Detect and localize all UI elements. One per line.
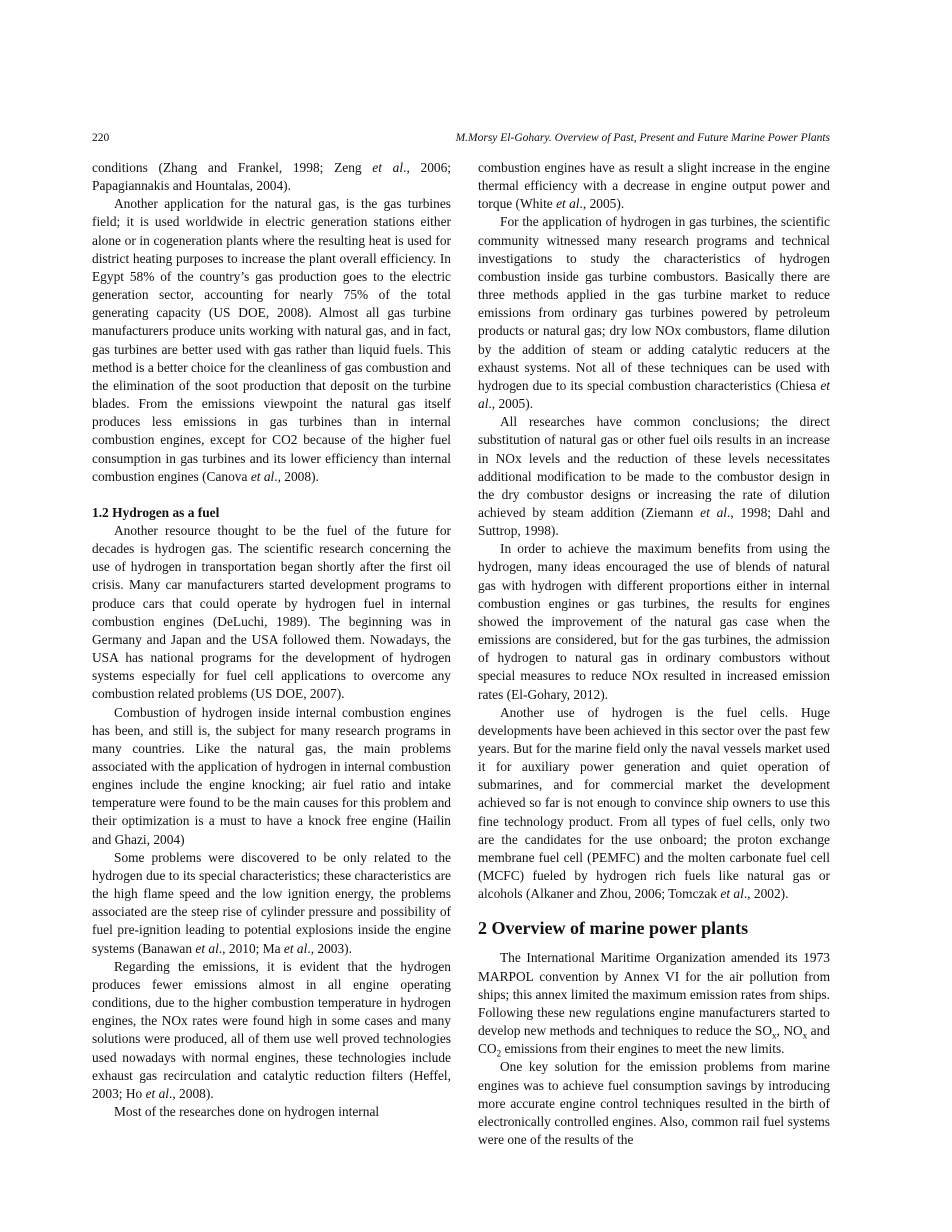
italic-text: et al [556, 196, 580, 212]
text-run: Another use of hydrogen is the fuel cells. Huge developments have been achieved in this sector over the past few years. But for the marine field only the naval vessels market used it for auxiliary power generation and quiet operation of submarines, and for commercial market the development achieved so far is not enough to convince ship owners to use this fine technology product. From all types of fuel cells, only two are the candidates for the use onboard; the proton exchange membrane fuel cell (PEMFC) and the molten carbonate fuel cell (MCFC) fueled by hydrogen rich fuels like natural gas or alcohols (Alkaner and Zhou, 2006; Tomczak [478, 704, 830, 902]
italic-text: et al [145, 1085, 170, 1101]
paragraph [92, 704, 451, 849]
italic-text: et al [195, 940, 219, 956]
text-run: Some problems were discovered to be only related to the hydrogen due to its special characteristics; these characteristics are the high flame speed and the low ignition energy, the problems associated are the steep rise of cylinder pressure and possibility of fuel pre-ignition leading to potential explosions inside the engine systems (Banawan [92, 849, 451, 956]
left-column [92, 159, 451, 1121]
italic-text: et al [720, 886, 744, 902]
text-run: ., 2008). [274, 468, 319, 484]
italic-text: et al [372, 160, 404, 175]
italic-text: et al [283, 940, 308, 956]
paragraph [478, 213, 830, 413]
text-run: Another application for the natural gas, is the gas turbines field; it is used worldwide in electric generation stations either alone or in cogeneration plants where the resulting heat is used for district heating purposes to increase the plant overall efficiency. In Egypt 58% of the country’s gas production goes to the electric generation sector, accounting for nearly 75% of the total generating capacity (US DOE, 2008). Almost all gas turbine manufacturers produce units working with natural gas, and in fact, gas turbines are better used with gas rather than liquid fuels. This method is a better choice for the cleanliness of gas combustion and the elimination of the soot production that deposit on the turbine blades. From the emissions viewpoint the natural gas itself produces less emissions in gas turbines than in internal combustion engines, except for CO2 because of the higher fuel consumption in gas turbines and its lower efficiency than internal combustion engines (Canova [92, 196, 451, 484]
text-run: For the application of hydrogen in gas turbines, the scientific community witnessed many research programs and technical investigations to study the characteristics of hydrogen combustion inside gas turbine combustors. Basically there are three methods applied in the gas turbine market to reduce emissions from ordinary gas turbines powered by petroleum products or natural gas; dry low NOx combustors, flame dilution by the addition of steam or adding catalytic reducers at the exhaust systems. Not all of these techniques can be used with hydrogen due to its special combustion characteristics (Chiesa [478, 214, 830, 393]
paragraph [478, 413, 830, 540]
paragraph [478, 949, 830, 1058]
paragraph [92, 1103, 451, 1121]
text-run: ., 2010; Ma [218, 940, 284, 956]
paragraph [92, 522, 451, 704]
page-number: 220 [92, 132, 110, 144]
text-run: ., 2006; Papagiannakis and Hountalas, 2004). [92, 160, 451, 194]
text-run: emissions from their engines to meet the new limits. [501, 1041, 785, 1057]
text-run: and CO [478, 1023, 830, 1057]
text-run: Combustion of hydrogen inside internal combustion engines has been, and still is, the subject for many research programs in many countries. Like the natural gas, the main problems associated with the application of hydrogen in internal combustion engines include the engine knocking; air fuel ratio and intake temperature were found to be the main causes for this problem and their optimization is a must to have a knock free engine (Hailin and Ghazi, 2004) [92, 704, 451, 847]
paragraph [478, 1058, 830, 1149]
paragraph [92, 159, 451, 195]
section-heading [92, 504, 451, 522]
text-run: 1.2 Hydrogen as a fuel [92, 504, 220, 520]
text-run: conditions (Zhang and Frankel, 1998; Zeng [92, 160, 373, 175]
paragraph [478, 159, 830, 213]
text-run: Another resource thought to be the fuel of the future for decades is hydrogen gas. The scientific research concerning the use of hydrogen in transportation began shortly after the first oil crisis. Many car manufacturers started development programs to produce cars that could operate by hydrogen fuel in internal combustion engines (DeLuchi, 1989). The beginning was in Germany and Japan and the USA followed them. Nowadays, the USA has national programs for the development of hydrogen systems especially for fuel cell applications to overcome any combustion related problems (US DOE, 2007). [92, 522, 451, 702]
paragraph [478, 704, 830, 904]
text-run: In order to achieve the maximum benefits from using the hydrogen, many ideas encouraged the use of blends of natural gas with hydrogen with different proportions either in internal combustion engines or gas turbines, the results for engines showed the improvement of the natural gas case when the emissions are considered, but for the gas turbines, the admission of hydrogen to natural gas in ordinary combustors without special measures to reduce NOx resulted in increased emission rates (El-Gohary, 2012). [478, 541, 830, 702]
subscript: x [802, 1030, 808, 1041]
text-run: One key solution for the emission problems from marine engines was to achieve fuel consumption savings by introducing more accurate engine control techniques resulted in the birth of electronically controlled engines. Also, common rail fuel systems were one of the results of the [478, 1059, 830, 1147]
paragraph [92, 958, 451, 1103]
text-run: ., 2008). [169, 1085, 214, 1101]
text-run: ., 2002). [743, 886, 789, 902]
italic-text: et al [478, 377, 830, 412]
right-column [478, 159, 830, 1149]
italic-text: et al [250, 468, 275, 484]
text-run: ., 2005). [579, 196, 625, 212]
text-run: ., 2003). [307, 940, 352, 956]
text-run: All researches have common conclusions; the direct substitution of natural gas or other fuel oils results in an increase in NOx levels and the reduction of these levels necessitates additional modification to be made to the combustor design in the dry combustor designs or increasing the rate of dilution achieved by steam addition (Ziemann [478, 414, 830, 520]
paragraph [478, 540, 830, 703]
running-title: M.Morsy El-Gohary. Overview of Past, Present and Future Marine Power Plants [455, 132, 830, 144]
italic-text: et al [700, 504, 728, 520]
section-heading [478, 917, 830, 939]
text-run: Most of the researches done on hydrogen internal [114, 1103, 380, 1119]
text-run: 2 Overview of marine power plants [478, 918, 749, 939]
text-run: Regarding the emissions, it is evident that the hydrogen produces fewer emissions almost in all engine operating conditions, due to the higher combustion temperature in hydrogen engines, the NOx rates were found high in some cases and many solutions were produced, all of them use well proved technologies used nowadays with normal engines, these technologies include exhaust gas recirculation and catalytic reduction filters (Heffel, 2003; Ho [92, 958, 451, 1101]
text-run: ., 2005). [488, 396, 534, 412]
paragraph [92, 849, 451, 958]
text-run: combustion engines have as result a slight increase in the engine thermal efficiency with a decrease in engine output power and torque (White [478, 160, 830, 212]
text-run: ., 1998; Dahl and Suttrop, 1998). [478, 504, 830, 539]
subscript: x [772, 1030, 777, 1041]
paragraph [92, 195, 451, 486]
text-run: The International Maritime Organization amended its 1973 MARPOL convention by Annex VI for the air pollution from ships; this annex limited the maximum emission rates from ships. Following these new regulations engine manufacturers started to develop new methods and techniques to reduce the SO [478, 950, 830, 1039]
text-run: , NO [776, 1023, 803, 1039]
subscript: 2 [496, 1048, 502, 1059]
